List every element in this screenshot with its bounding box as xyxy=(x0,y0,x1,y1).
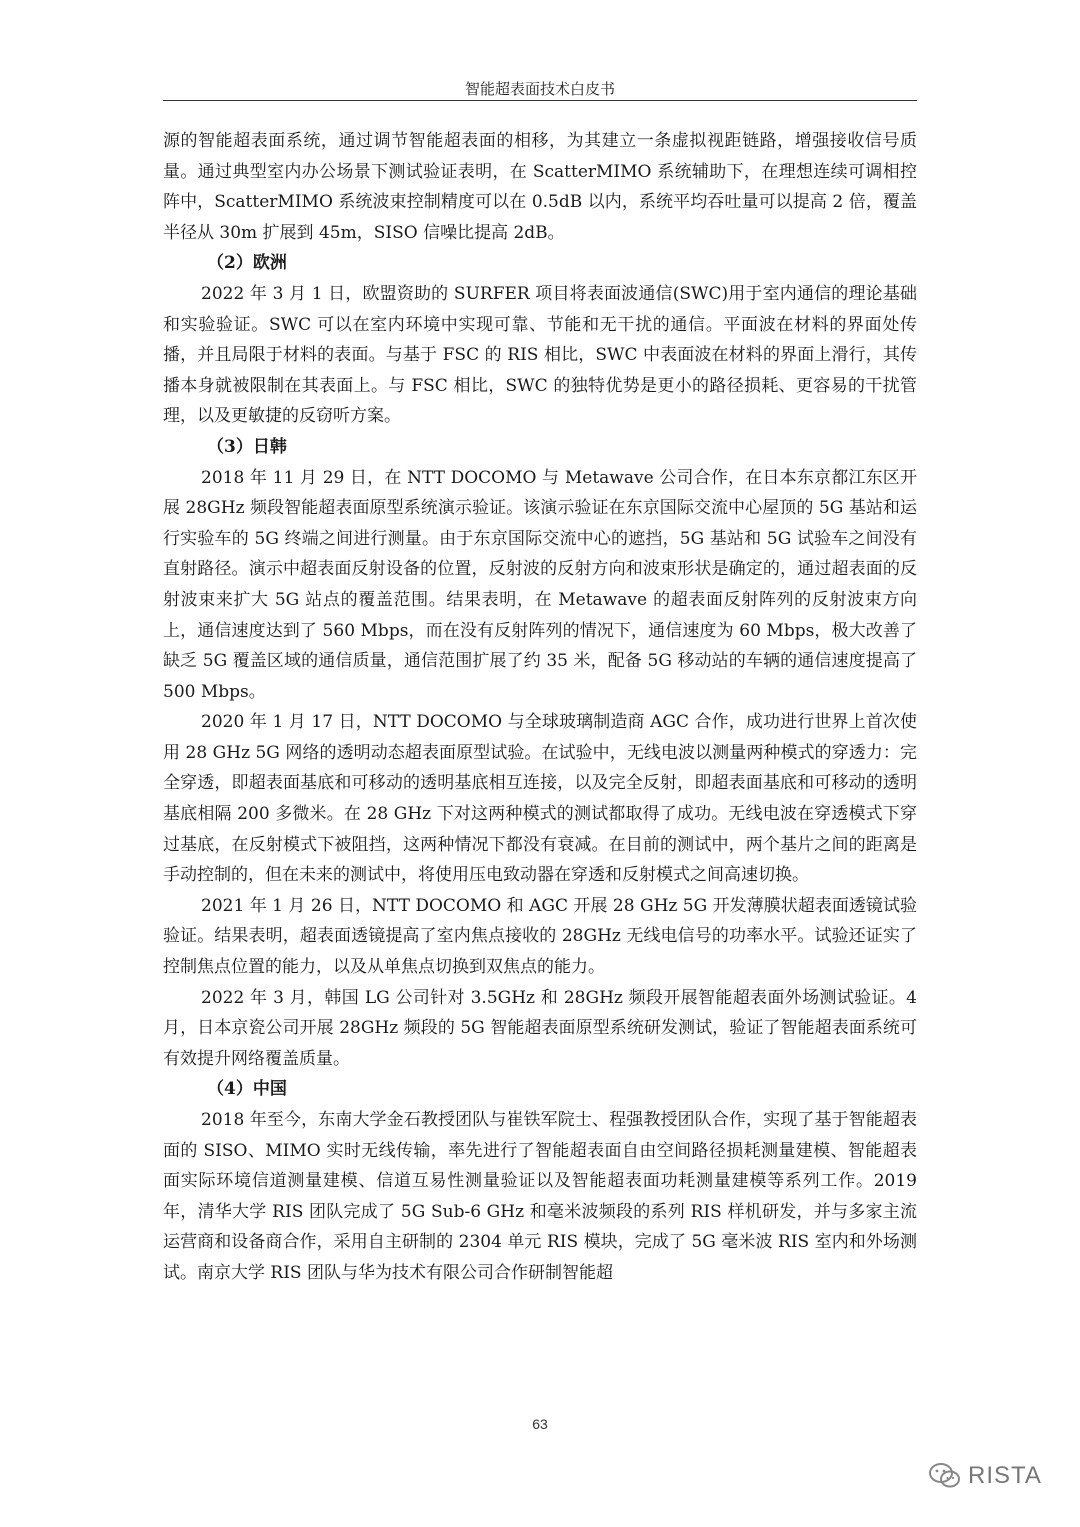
watermark xyxy=(928,1462,1042,1490)
section-heading-europe: （2）欧洲 xyxy=(207,253,287,274)
paragraph-continued: 源的智能超表面系统，通过调节智能超表面的相移，为其建立一条虚拟视距链路，增强接收信号质量。通过典型室内办公场景下测试验证表明，在 ScatterMIMO 系统辅助下，在理想连续可调相控阵中，ScatterMIMO 系统波束控制精度可以在 0.5dB 以内，系统平均吞吐量可以提高 2 倍，覆盖半径从 30m 扩展到 45m，SISO 信噪比提高 2dB。 xyxy=(163,131,917,243)
paragraph-europe-surfer: 2022 年 3 月 1 日，欧盟资助的 SURFER 项目将表面波通信(SWC)用于室内通信的理论基础和实验验证。SWC 可以在室内环境中实现可靠、节能和无干扰的通信。平面波在材料的界面处传播，并且局限于材料的表面。与基于 FSC 的 RIS 相比，SWC 中表面波在材料的界面上滑行，其传播本身就被限制在其表面上。与 FSC 相比，SWC 的独特优势是更小的路径损耗、更容易的干扰管理，以及更敏捷的反窃听方案。 xyxy=(163,283,917,427)
page-body xyxy=(163,126,917,1289)
header-divider xyxy=(163,100,917,101)
watermark-text: RISTA xyxy=(968,1462,1042,1489)
page-number: 63 xyxy=(532,1416,548,1432)
page-header-title: 智能超表面技术白皮书 xyxy=(464,80,615,98)
section-heading-china: （4）中国 xyxy=(207,1079,287,1100)
wechat-icon xyxy=(928,1462,962,1490)
paragraph-lg-kyocera-2022: 2022 年 3 月，韩国 LG 公司针对 3.5GHz 和 28GHz 频段开展智能超表面外场测试验证。4 月，日本京瓷公司开展 28GHz 频段的 5G 智能超表面原型系统研发测试，验证了智能超表面系统可有效提升网络覆盖质量。 xyxy=(163,987,917,1069)
paragraph-docomo-2020: 2020 年 1 月 17 日，NTT DOCOMO 与全球玻璃制造商 AGC 合作，成功进行世界上首次使用 28 GHz 5G 网络的透明动态超表面原型试验。在试验中，无线电波以测量两种模式的穿透力：完全穿透，即超表面基底和可移动的透明基底相互连接，以及完全反射，即超表面基底和可移动的透明基底相隔 200 多微米。在 28 GHz 下对这两种模式的测试都取得了成功。无线电波在穿透模式下穿过基底，在反射模式下被阻挡，这两种情况下都没有衰减。在目前的测试中，两个基片之间的距离是手动控制的，但在未来的测试中，将使用压电致动器在穿透和反射模式之间高速切换。 xyxy=(163,712,917,886)
section-heading-japan-korea: （3）日韩 xyxy=(207,436,287,457)
paragraph-docomo-2021: 2021 年 1 月 26 日，NTT DOCOMO 和 AGC 开展 28 GHz 5G 开发薄膜状超表面透镜试验验证。结果表明，超表面透镜提高了室内焦点接收的 28GHz 无线电信号的功率水平。试验还证实了控制焦点位置的能力，以及从单焦点切换到双焦点的能力。 xyxy=(163,895,917,978)
paragraph-docomo-2018: 2018 年 11 月 29 日，在 NTT DOCOMO 与 Metawave 公司合作，在日本东京都江东区开展 28GHz 频段智能超表面原型系统演示验证。该演示验证在东京国际交流中心屋顶的 5G 基站和运行实验车的 5G 终端之间进行测量。由于东京国际交流中心的遮挡，5G 基站和 5G 试验车之间没有直射路径。演示中超表面反射设备的位置，反射波的反射方向和波束形状是确定的，通过超表面的反射波束来扩大 5G 站点的覆盖范围。结果表明，在 Metawave 的超表面反射阵列的反射波束方向上，通信速度达到了 560 Mbps，而在没有反射阵列的情况下，通信速度为 60 Mbps，极大改善了缺乏 5G 覆盖区域的通信质量，通信范围扩展了约 35 米，配备 5G 移动站的车辆的通信速度提高了 500 Mbps。 xyxy=(163,467,917,702)
paragraph-china: 2018 年至今，东南大学金石教授团队与崔铁军院士、程强教授团队合作，实现了基于智能超表面的 SISO、MIMO 实时无线传输，率先进行了智能超表面自由空间路径损耗测量建模、智能超表面实际环境信道测量建模、信道互易性测量验证以及智能超表面功耗测量建模等系列工作。2019 年，清华大学 RIS 团队完成了 5G Sub-6 GHz 和毫米波频段的系列 RIS 样机研发，并与多家主流运营商和设备商合作，采用自主研制的 2304 单元 RIS 模块，完成了 5G 毫米波 RIS 室内和外场测试。南京大学 RIS 团队与华为技术有限公司合作研制智能超 xyxy=(163,1110,917,1283)
